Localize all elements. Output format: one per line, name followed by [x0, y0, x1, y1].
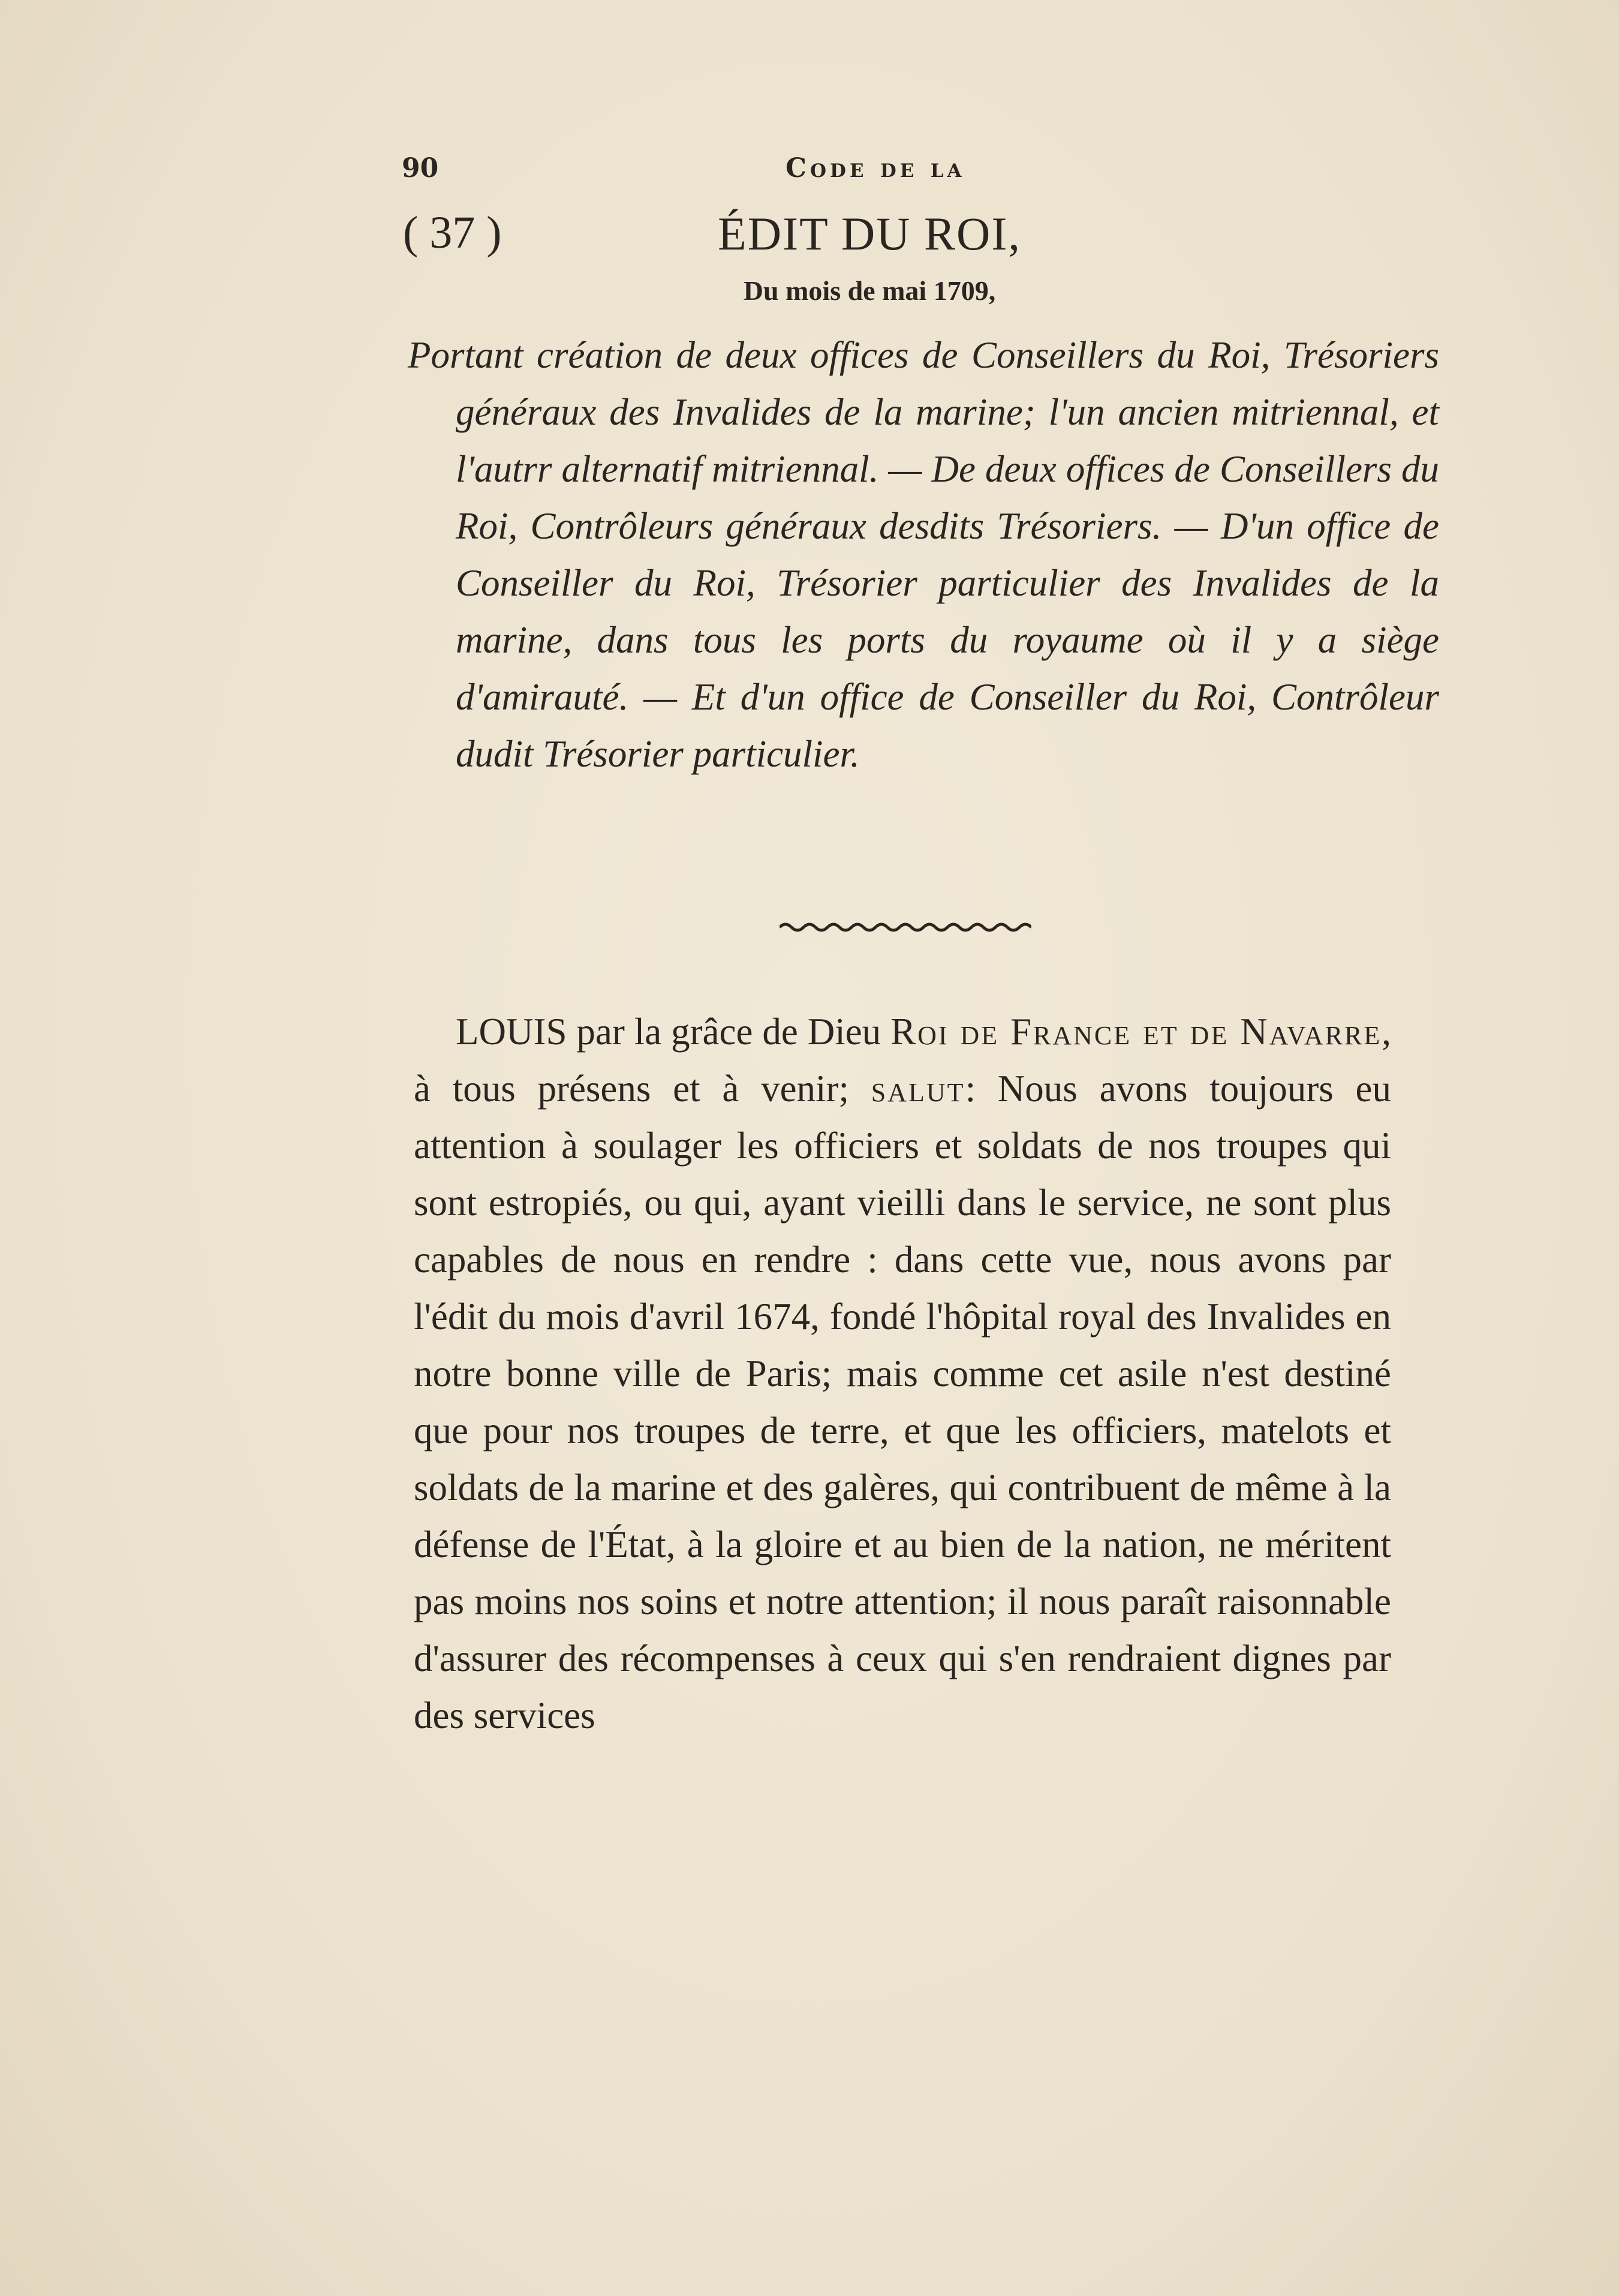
edict-date: Du mois de mai 1709, — [743, 275, 996, 306]
body-lead: LOUIS par la grâce de Dieu — [456, 1011, 881, 1053]
body-salut: salut — [871, 1068, 965, 1110]
entry-number: ( 37 ) — [403, 208, 502, 258]
ornamental-divider — [780, 919, 1031, 933]
running-title: Code de la — [786, 153, 965, 184]
running-head — [402, 153, 1391, 195]
edict-summary: Portant création de deux offices de Conseillers du Roi, Trésoriers généraux des Invalides de la marine; l'un ancien mitriennal, et l'autrr alternatif mitriennal. — De deux offices de Conseillers du Roi, Contrôleurs généraux desdits Trésoriers. — D'un office de Conseiller du Roi, Trésorier particulier des Invalides de la marine, dans tous les ports du royaume où il y a siège d'amirauté. — Et d'un office de Conseiller du Roi, Contrôleur dudit Trésorier particulier. — [408, 334, 1439, 775]
edict-body — [414, 1003, 1391, 1744]
edict-heading: ÉDIT DU ROI, — [718, 208, 1021, 260]
body-mid: , à tous présens et à venir; — [414, 1011, 1392, 1110]
body-roi: Roi de France et de Navarre — [890, 1011, 1382, 1053]
page-number: 90 — [402, 153, 439, 184]
body-rest: : Nous avons toujours eu attention à soulager les officiers et soldats de nos troupes qui sont estropiés, ou qui, ayant vieilli dans le service, ne sont plus capables de nous en rendre : dans cette vue, nous avons par l'édit du mois d'avril 1674, fondé l'hôpital royal des Invalides en notre bonne ville de Paris; mais comme cet asile n'est destiné que pour nos troupes de terre, et que les officiers, matelots et soldats de la marine et des galères, qui contribuent de même à la défense de l'État, à la gloire et au bien de la nation, ne méritent pas moins nos soins et notre attention; il nous paraît raisonnable d'assurer des récompenses à ceux qui s'en rendraient dignes par des services — [414, 1068, 1391, 1736]
